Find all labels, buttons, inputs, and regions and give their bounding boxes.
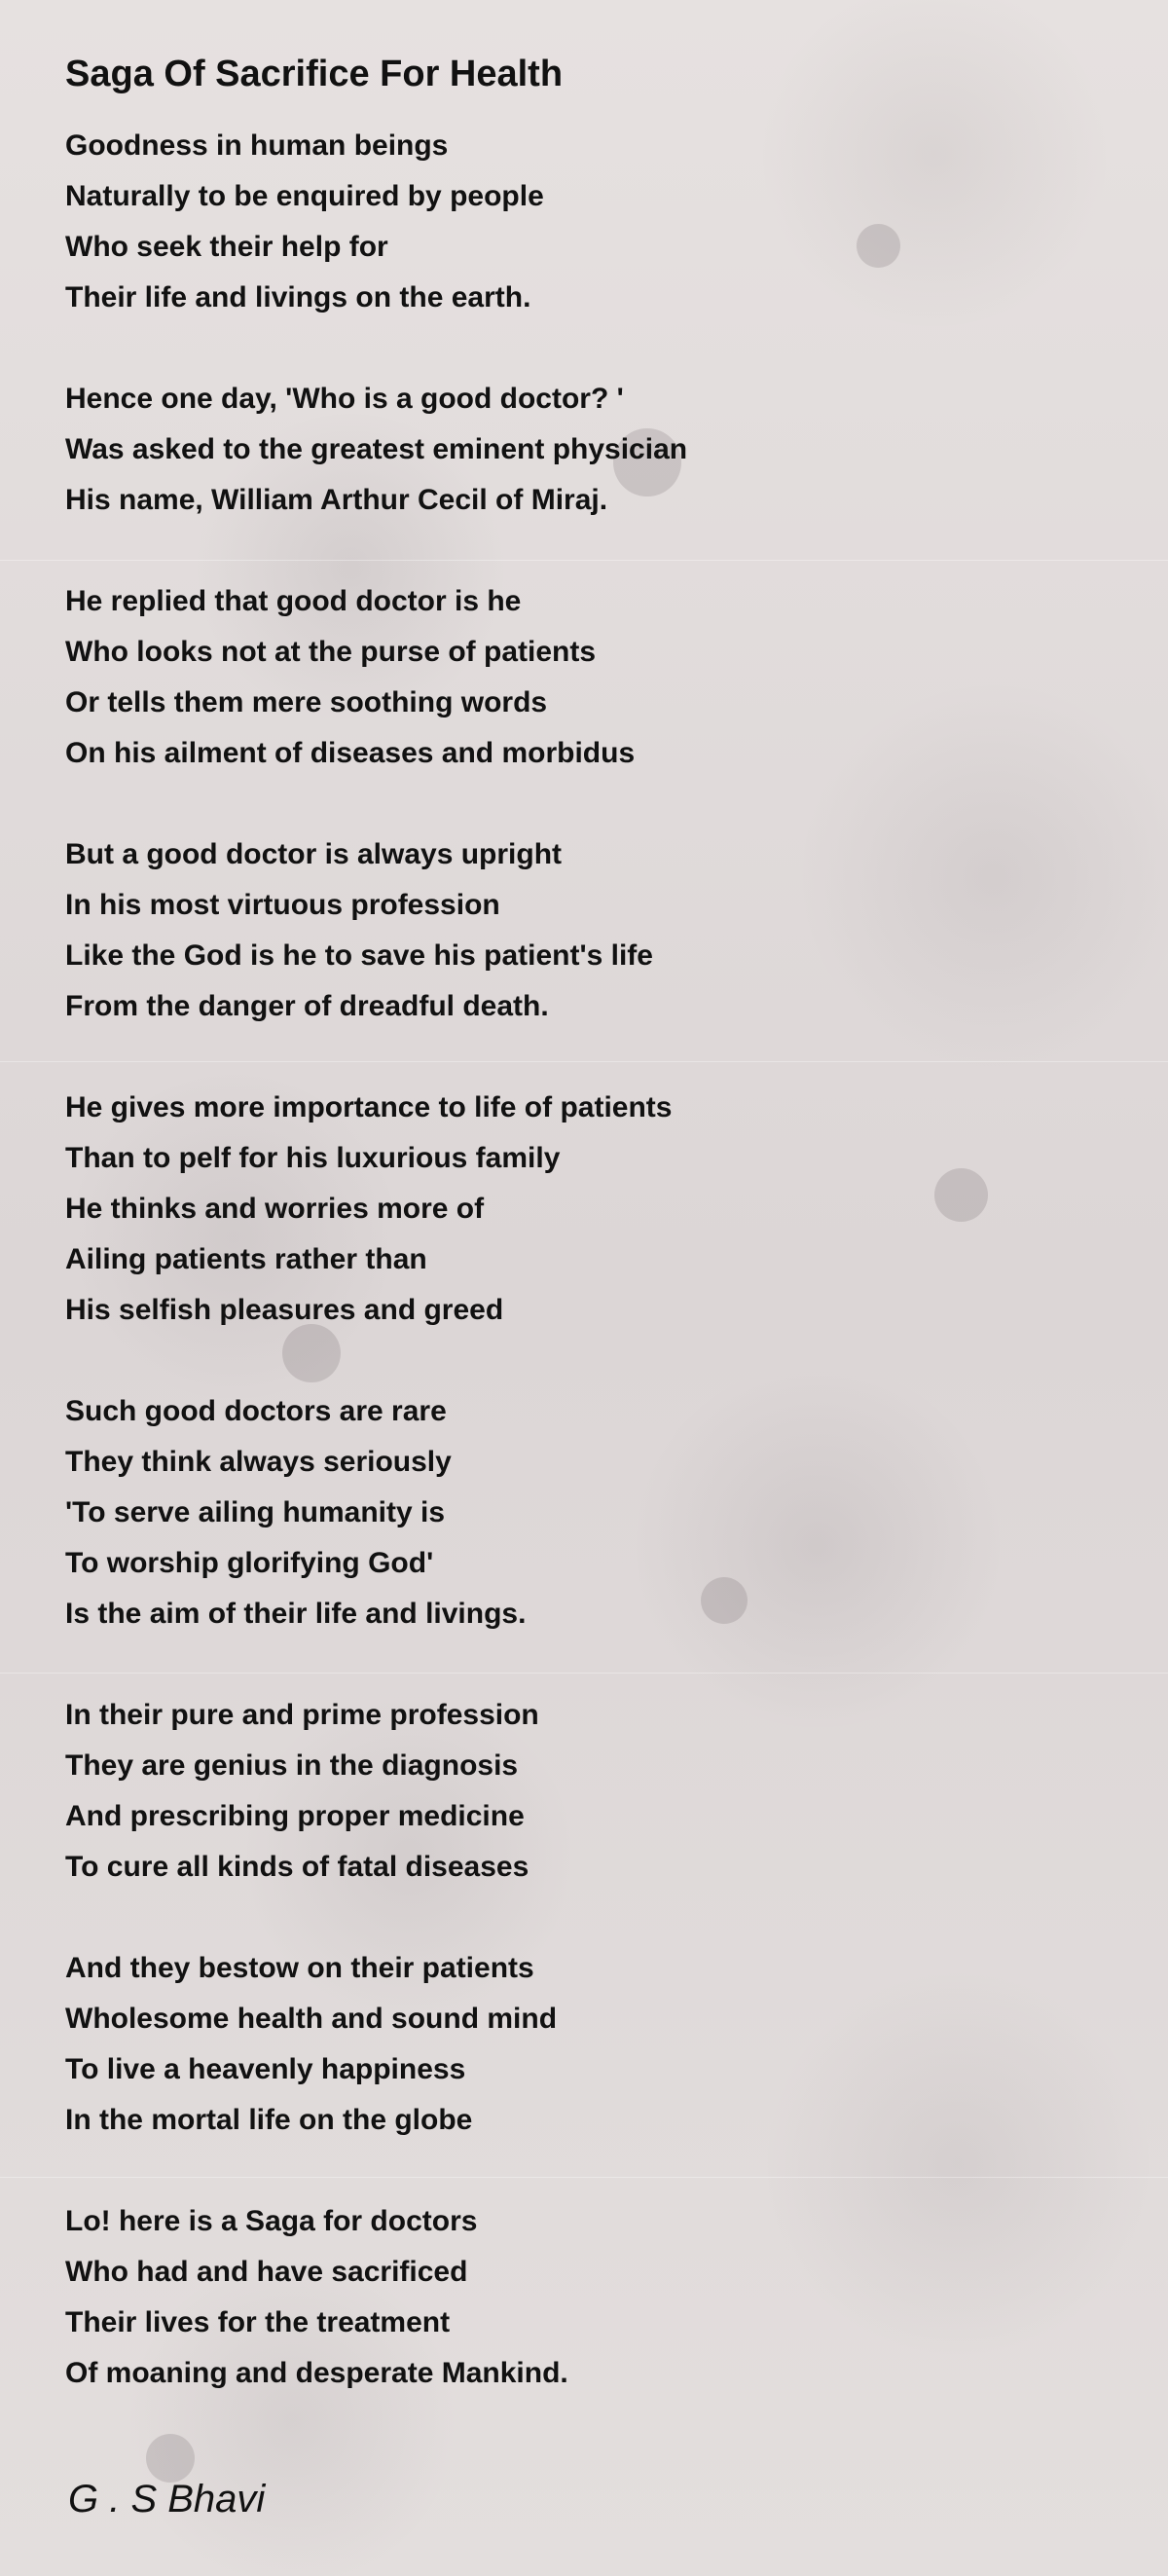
poem-line: In his most virtuous profession — [65, 889, 500, 921]
stanza-break — [65, 1336, 1116, 1386]
poem-line: To live a heavenly happiness — [65, 2053, 466, 2085]
poem-line: In their pure and prime profession — [65, 1699, 539, 1731]
poem-content — [65, 49, 1116, 2399]
poem-body — [65, 121, 1116, 2399]
poem-line: He gives more importance to life of patients — [65, 1091, 673, 1123]
poem-line: They think always seriously — [65, 1446, 452, 1478]
poem-line: His name, William Arthur Cecil of Miraj. — [65, 484, 608, 516]
poem-line: Such good doctors are rare — [65, 1395, 447, 1427]
stanza-break — [65, 1032, 1116, 1083]
poem-line: And prescribing proper medicine — [65, 1800, 525, 1832]
poem-line: His selfish pleasures and greed — [65, 1294, 504, 1326]
poem-line: Their lives for the treatment — [65, 2306, 451, 2338]
poem-line: Is the aim of their life and livings. — [65, 1598, 527, 1630]
stanza-break — [65, 323, 1116, 374]
poem-line: From the danger of dreadful death. — [65, 990, 549, 1022]
poem-line: Who had and have sacrificed — [65, 2256, 468, 2288]
poem-line: Who looks not at the purse of patients — [65, 636, 597, 668]
poem-line: Lo! here is a Saga for doctors — [65, 2205, 478, 2237]
poem-line: They are genius in the diagnosis — [65, 1749, 519, 1782]
stanza-break — [65, 1639, 1116, 1690]
poem-line: But a good doctor is always upright — [65, 838, 563, 870]
poem-line: Ailing patients rather than — [65, 1243, 427, 1275]
poem-line: Their life and livings on the earth. — [65, 281, 531, 313]
poem-line: To worship glorifying God' — [65, 1547, 434, 1579]
stanza-break — [65, 2146, 1116, 2196]
stanza-break — [65, 526, 1116, 576]
stanza-break — [65, 1893, 1116, 1943]
poem-line: He thinks and worries more of — [65, 1193, 485, 1225]
poem-line: On his ailment of diseases and morbidus — [65, 737, 636, 769]
poem-line: Hence one day, 'Who is a good doctor? ' — [65, 383, 624, 415]
poem-line: He replied that good doctor is he — [65, 585, 522, 617]
poem-line: Than to pelf for his luxurious family — [65, 1142, 561, 1174]
poem-line: In the mortal life on the globe — [65, 2104, 473, 2136]
poem-line: Like the God is he to save his patient's life — [65, 939, 653, 972]
poem-line: Wholesome health and sound mind — [65, 2003, 558, 2035]
poem-line: 'To serve ailing humanity is — [65, 1496, 446, 1528]
poem-line: To cure all kinds of fatal diseases — [65, 1851, 529, 1883]
stanza-break — [65, 779, 1116, 829]
poem-line: Naturally to be enquired by people — [65, 180, 544, 212]
poem-line: Of moaning and desperate Mankind. — [65, 2357, 568, 2389]
poem-line: Goodness in human beings — [65, 129, 449, 162]
poem-line: And they bestow on their patients — [65, 1952, 534, 1984]
poem-line: Was asked to the greatest eminent physician — [65, 433, 688, 465]
poem-title: Saga Of Sacrifice For Health — [65, 54, 564, 94]
poem-author: G . S Bhavi — [68, 2478, 266, 2521]
poem-line: Or tells them mere soothing words — [65, 686, 548, 718]
poem-line: Who seek their help for — [65, 231, 388, 263]
